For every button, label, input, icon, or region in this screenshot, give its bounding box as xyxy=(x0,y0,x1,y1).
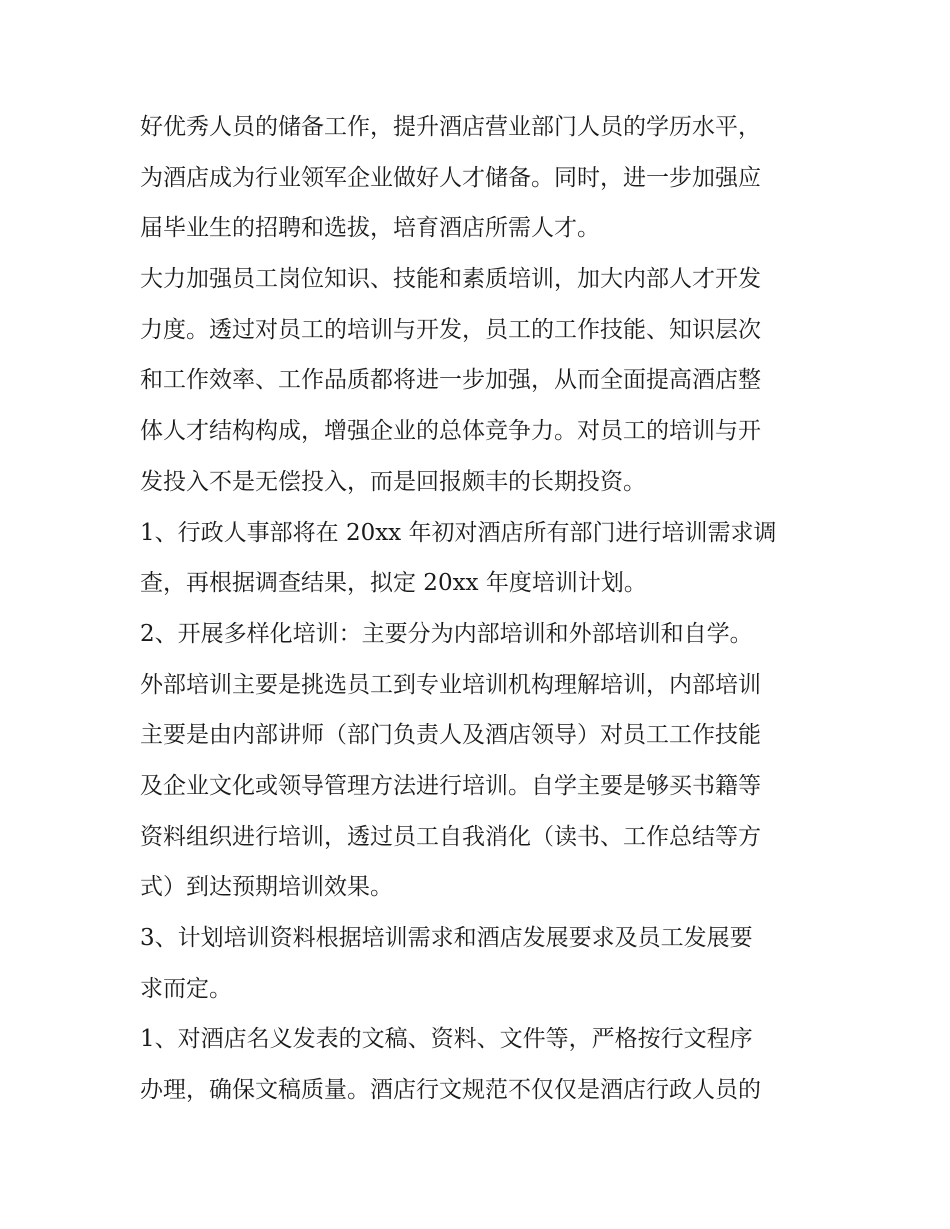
text-line: 2、开展多样化培训：主要分为内部培训和外部培训和自学。 xyxy=(140,620,753,647)
text-line: 求而定。 xyxy=(140,975,232,1002)
text-line: 及企业文化或领导管理方法进行培训。自学主要是够买书籍等 xyxy=(140,772,761,799)
text-line: 查，再根据调查结果，拟定 20xx 年度培训计划。 xyxy=(140,570,647,597)
text-line: 力度。透过对员工的培训与开发，员工的工作技能、知识层次 xyxy=(140,316,761,343)
text-line: 好优秀人员的储备工作，提升酒店营业部门人员的学历水平， xyxy=(140,114,761,140)
text-line: 和工作效率、工作品质都将进一步加强，从而全面提高酒店整 xyxy=(140,367,761,394)
text-line: 1、行政人事部将在 20xx 年初对酒店所有部门进行培训需求调 xyxy=(140,519,777,546)
text-line: 主要是由内部讲师（部门负责人及酒店领导）对员工工作技能 xyxy=(140,722,761,749)
text-line: 体人才结构构成，增强企业的总体竞争力。对员工的培训与开 xyxy=(140,418,761,445)
text-line: 发投入不是无偿投入，而是回报颇丰的长期投资。 xyxy=(140,468,646,495)
text-line: 外部培训主要是挑选员工到专业培训机构理解培训，内部培训 xyxy=(140,671,761,698)
text-line: 3、计划培训资料根据培训需求和酒店发展要求及员工发展要 xyxy=(140,925,753,951)
text-line: 届毕业生的招聘和选拔，培育酒店所需人才。 xyxy=(140,215,600,242)
text-line: 大力加强员工岗位知识、技能和素质培训，加大内部人才开发 xyxy=(140,266,761,293)
text-line: 1、对酒店名义发表的文稿、资料、文件等，严格按行文程序 xyxy=(140,1026,753,1053)
text-line: 为酒店成为行业领军企业做好人才储备。同时，进一步加强应 xyxy=(140,164,761,191)
text-line: 资料组织进行培训，透过员工自我消化（读书、工作总结等方 xyxy=(140,823,761,850)
text-line: 办理，确保文稿质量。酒店行文规范不仅仅是酒店行政人员的 xyxy=(140,1077,761,1104)
text-line: 式）到达预期培训效果。 xyxy=(140,874,393,901)
document-body xyxy=(140,102,830,1116)
